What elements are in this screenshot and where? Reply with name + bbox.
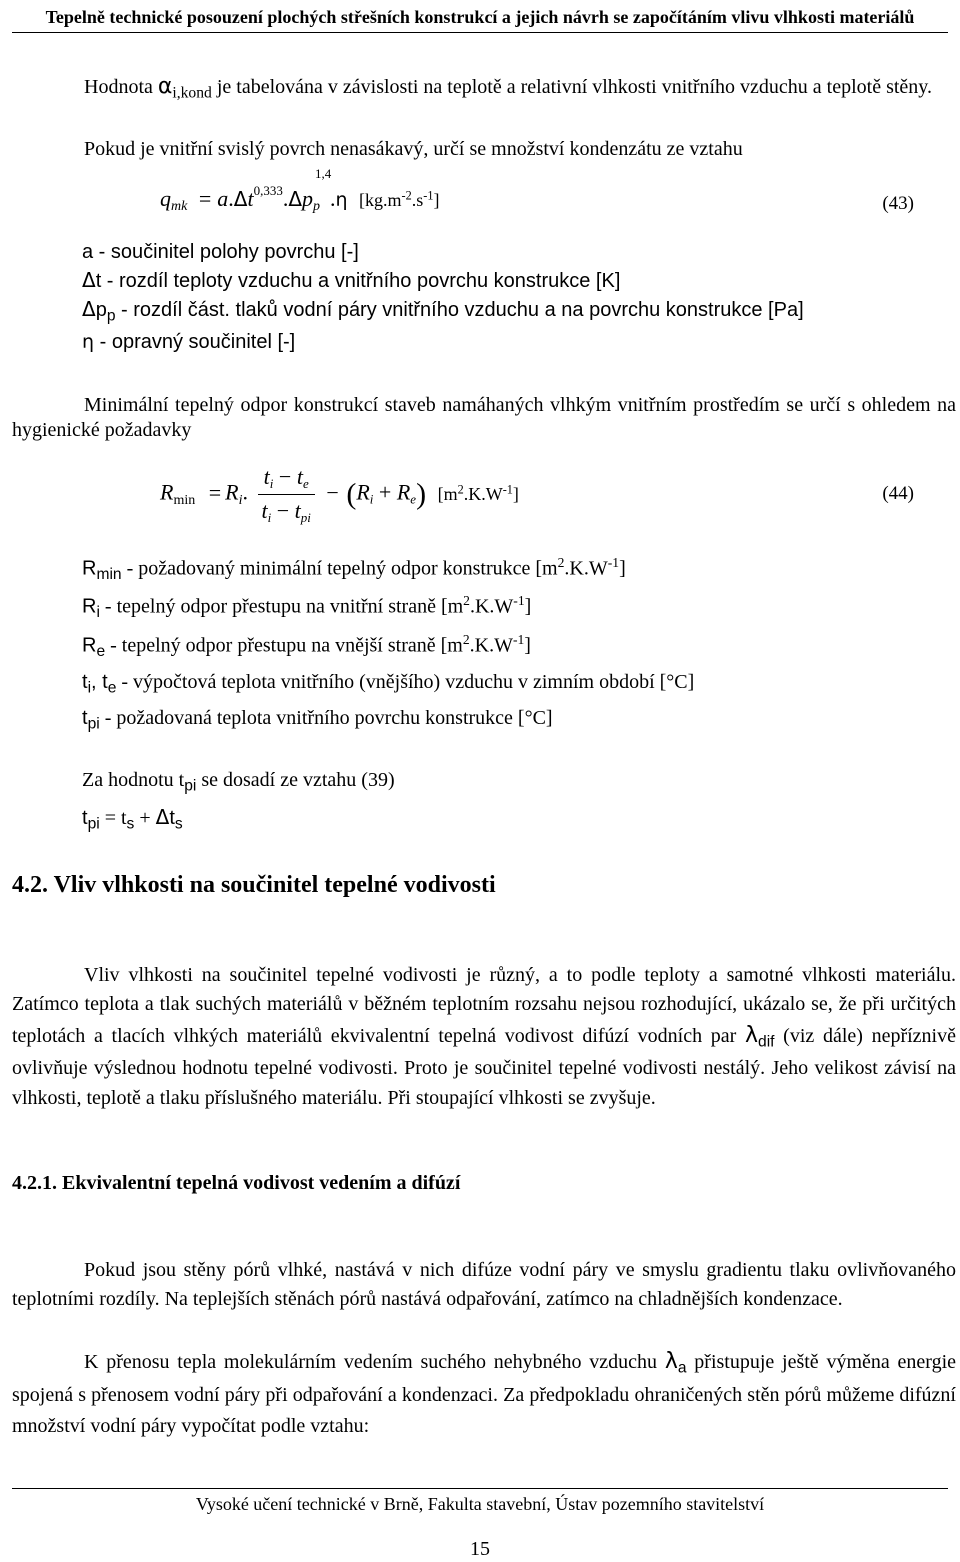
intro-paragraph-2: Pokud je vnitřní svislý povrch nenasákavý, určí se množství kondenzátu ze vztahu — [84, 138, 743, 160]
intro-text-b: je tabelována v závislosti na teplotě a relativní vlhkosti vnitřního vzduchu a teplotě stěny. — [211, 76, 933, 98]
eq43-unit: $[kg.m^{-2}.s^{-1}]$ — [359, 188, 440, 211]
eq43-a: a — [217, 186, 229, 212]
equation-44-number: (44) — [882, 483, 914, 504]
header-rule — [12, 32, 948, 33]
eq43-exp2: 1,4 — [315, 166, 332, 182]
eq44-R-sub: min — [173, 492, 196, 508]
eq43-t: t — [247, 186, 254, 212]
intro-paragraph — [12, 70, 956, 106]
eq44-R: R — [160, 479, 174, 505]
section-4-2-paragraph: Vliv vlhkosti na součinitel tepelné vodivosti je různý, a to podle teploty a samotné vlhkosti materiálu. Zatímco teplota a tlak suchých materiálů v běžném teplotním rozsahu nejsou rozhodující, ukázalo se, že při určitých teplotách a tlacích vlhkých materiálů ekvivalentní tepelná vodivost difúzí vodních par $\lambda_{dif}$ (viz dále) nepříznivě ovlivňuje výslednou hodnotu tepelné vodivosti. Proto je součinitel tepelné vodivosti nestálý. Jeho velikost závisí na vlhkosti, teplotě a tlaku příslušného materiálu. Při stoupající vlhkosti se zvyšuje. — [12, 964, 956, 1109]
section-4-2-1-paragraph-1: Pokud jsou stěny pórů vlhké, nastává v nich difúze vodní páry ve smyslu gradientu tlaku ovlivňovaného teplotními rozdíly. Na teplejších stěnách pórů nastává odpařování, zatímco na chladnějších kondenzace. — [12, 1259, 956, 1310]
rmin-paragraph: Minimální tepelný odpor konstrukcí staveb namáhaných vlhkým vnitřním prostředím se určí s ohledem na hygienické požadavky — [12, 394, 956, 441]
eq43-q-sub: mk — [171, 199, 188, 215]
equation-43: $q_{mk} = a.\Delta t^{0,333}.\Delta p_p$ 1,4 .η $[kg.m^{-2}.s^{-1}]$ — [160, 166, 440, 215]
page-header: Tepelně technické posouzení plochých střešních konstrukcí a jejich návrh se započítáním vlivu vlhkosti materiálů — [45, 7, 915, 27]
eq44-unit: $[m^2.K.W^{-1}]$ — [437, 481, 519, 504]
def-delta-pp: $\Delta p_p$ - rozdíl část. tlaků vodní páry vnitřního vzduchu a na povrchu konstrukce [Pa] — [82, 297, 804, 325]
alpha-symbol: α — [157, 74, 173, 99]
eq43-delta: Δ — [233, 187, 248, 212]
equation-43-number: (43) — [882, 193, 914, 214]
def-re: $R_e$ - tepelný odpor přestupu na vnější straně $[m^2.K.W^{-1}]$ — [82, 632, 531, 661]
tpi-equation: $t_{pi} = t_s + \Delta t_s$ — [82, 805, 183, 833]
alpha-subscript: i,kond — [172, 84, 212, 102]
eq43-p-sub: p — [313, 199, 320, 215]
def-eta: η - opravný součinitel [-] — [82, 331, 296, 353]
def-tpi: $t_{pi}$ - požadovaná teplota vnitřního povrchu konstrukce [°C] — [82, 707, 553, 733]
def-rmin: $R_{min}$ - požadovaný minimální tepelný odpor konstrukce $[m^2.K.W^{-1}]$ — [82, 555, 626, 584]
eq43-equals: = — [198, 186, 212, 212]
def-ri: $R_i$ - tepelný odpor přestupu na vnitřní straně $[m^2.K.W^{-1}]$ — [82, 593, 532, 622]
def-a: a - součinitel polohy povrchu [-] — [82, 241, 359, 263]
def-ti-te: $t_i$, $t_e$ - výpočtová teplota vnitřního (vnějšího) vzduchu v zimním období [°C] — [82, 671, 695, 697]
eq43-p: p — [302, 186, 313, 212]
tpi-source-text: Za hodnotu $t_{pi}$ se dosadí ze vztahu (39) — [82, 769, 395, 795]
equation-44: $R_{min} = R_i$. $\frac{t_i - t_e}{t_i - t_{pi}}$ − $(R_i + R_e)$ $[m^2.K.W^{-1}]$ — [160, 464, 519, 526]
def-delta-t: Δt - rozdíl teploty vzduchu a vnitřního povrchu konstrukce [K] — [82, 268, 621, 292]
footer-rule — [12, 1488, 948, 1489]
eq44-fraction: $\frac{t_i - t_e}{t_i - t_{pi}}$ — [258, 463, 315, 526]
intro-text-a: Hodnota — [84, 76, 158, 98]
lambda-symbol: λ — [744, 1022, 759, 1048]
section-4-2-1-paragraph-2: K přenosu tepla molekulárním vedením suchého nehybného vzduchu $\lambda_a$ přistupuje ještě výměna energie spojená s přenosem vodní páry při odpařování a kondenzaci. Za předpokladu ohraničených stěn pórů můžeme difúzní množství vodní páry vypočítat podle vztahu: — [12, 1349, 956, 1437]
lambda-a-symbol: λ — [664, 1349, 678, 1374]
eq43-q: q — [160, 186, 171, 212]
page-number: 15 — [470, 1538, 490, 1560]
eq43-exp1: 0,333 — [253, 183, 283, 198]
eq43-delta-p: Δ — [288, 187, 302, 212]
section-4-2-1-title: 4.2.1. Ekvivalentní tepelná vodivost vedením a difúzí — [12, 1172, 461, 1194]
eq43-eta: η — [335, 189, 348, 212]
footer-institution: Vysoké učení technické v Brně, Fakulta stavební, Ústav pozemního stavitelství — [195, 1494, 765, 1514]
section-4-2-title: 4.2. Vliv vlhkosti na součinitel tepelné vodivosti — [12, 872, 496, 898]
